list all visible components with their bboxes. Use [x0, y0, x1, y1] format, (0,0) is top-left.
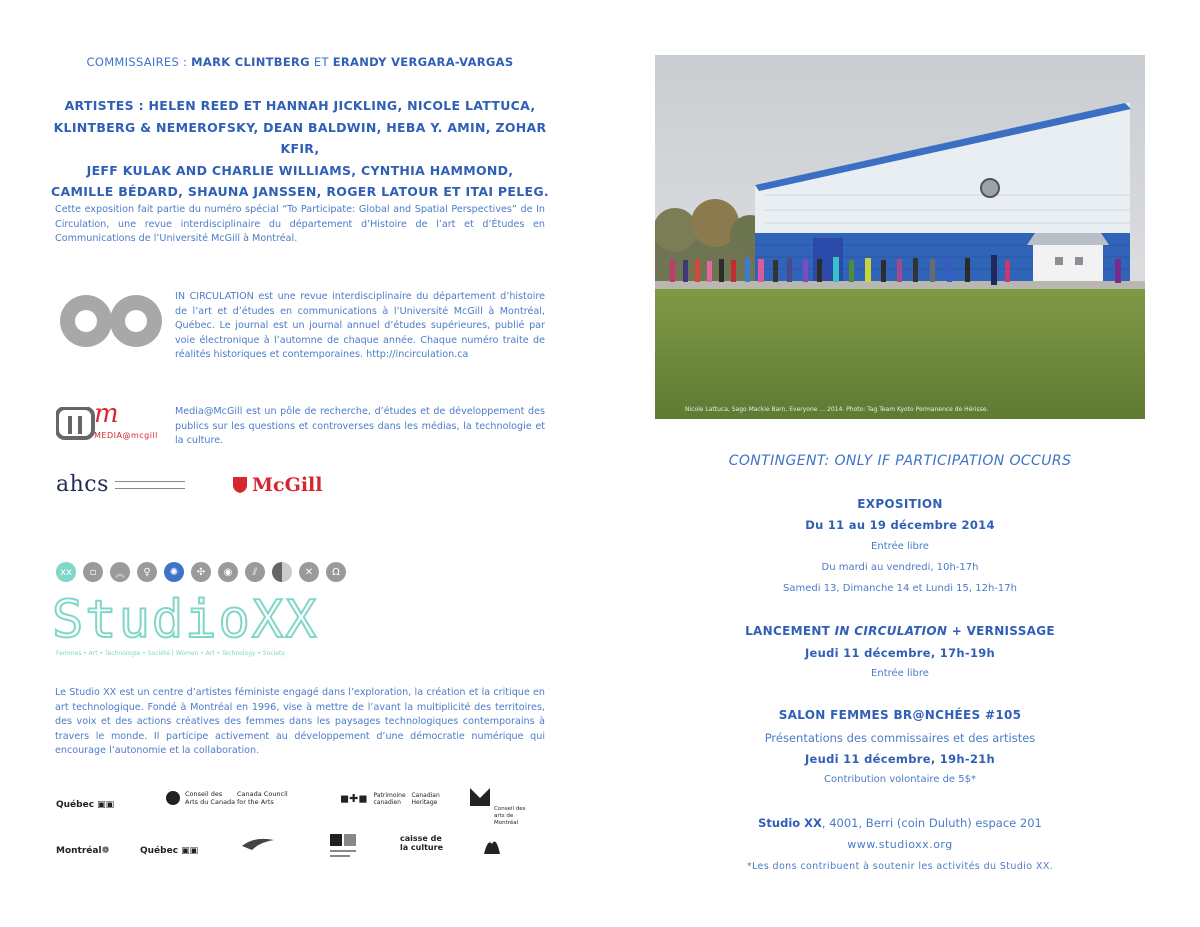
curators-line [55, 55, 545, 69]
mediamcgill-logo [56, 399, 166, 445]
ahcs-logo [56, 472, 185, 497]
exposition-entry: Entrée libre [871, 541, 929, 552]
mcgill-logo-text: McGill [252, 474, 323, 496]
incirculation-paragraph: IN CIRCULATION est une revue interdisciplinaire du département d’histoire de l’art et d’études en communications à l’Université McGill à Montréal, Québec. Le journal est un journal annuel d’études supérieures, publié par voie électronique à l’automne de chaque année. Chaque numéro traite de réalités historiques et contemporaines. http://incirculation.ca [175, 291, 545, 360]
intro-paragraph: Cette exposition fait partie du numéro spécial “To Participate: Global and Spatial Perspectives” de In Circulation, une revue interdisciplinaire du département d’Histoire de l’art et d’Études en Communications de l’Université McGill à Montréal. [55, 204, 545, 244]
artists-list [45, 95, 555, 203]
funder-figure-logo [480, 834, 502, 860]
salon-subtitle: Présentations des commissaires et des artistes [764, 731, 1036, 745]
event-photo-scene [655, 55, 1145, 419]
curators-prefix: COMMISSAIRES : [86, 55, 192, 69]
funder-cam-logo [470, 788, 532, 827]
exposition-dates: Du 11 au 19 décembre 2014 [805, 518, 995, 532]
launch-heading-c: + VERNISSAGE [947, 624, 1055, 638]
figure-circle-icon: ♀ [137, 562, 157, 582]
artists-line: CAMILLE BÉDARD, SHAUNA JANSSEN, ROGER LATOUR ET ITAI PELEG. [51, 184, 549, 199]
funder-cac-logo [165, 790, 289, 806]
mediamcgill-m-glyph: m [94, 399, 119, 429]
launch-date: Jeudi 11 décembre, 17h-19h [804, 646, 996, 660]
exposition-hours-weekday: Du mardi au vendredi, 10h-17h [821, 562, 979, 573]
mcgill-logo [232, 474, 322, 496]
salon-date: Jeudi 11 décembre, 19h-21h [804, 752, 996, 766]
funder-caisse-text: caisse de la culture [400, 834, 443, 852]
mediamcgill-paragraph: Media@McGill est un pôle de recherche, d’études et de développement des publics sur les questions et controverses dans les médias, la technologie et la culture. [175, 406, 545, 446]
launch-heading [655, 624, 1145, 638]
funder-quebec2-text: Québec [140, 846, 179, 856]
exposition-heading: EXPOSITION [857, 497, 943, 511]
figure-emblem-icon [480, 834, 502, 856]
artists-line: KLINTBERG & NEMEROFSKY, DEAN BALDWIN, HEBA Y. AMIN, ZOHAR KFIR, [53, 119, 547, 156]
address-name: Studio XX [758, 816, 822, 830]
mediamcgill-logo-text: MEDIA@mcgill [94, 431, 158, 440]
donation-footnote: *Les dons contribuent à soutenir les activités du Studio XX. [746, 861, 1054, 872]
funder-cam-text: Conseil des arts de Montréal [494, 806, 526, 826]
mcgill-shield-icon [232, 476, 248, 494]
photo-caption: Nicole Lattuca, Sago Mackie Barn, Everyone ... 2014. Photo: Tag Team Kyoto Permanence de Hérisse. [685, 406, 989, 413]
curators-joiner: ET [309, 55, 333, 69]
curator-2: ERANDY VERGARA-VARGAS [332, 55, 514, 69]
salon-heading: SALON FEMMES BR@NCHÉES #105 [778, 708, 1022, 722]
square-emblem-icon [330, 834, 356, 858]
studioxx-paragraph: Le Studio XX est un centre d’artistes féministe engagé dans l’exploration, la création et la critique en art technologique. Fondé à Montréal en 1996, vise à mettre de l’avant la multiplicité des territoires, des voix et des actions créatives des femmes dans les paysages technologiques contemporains à travers le monde. Il participe activement au développement d’une démocratie numérique qui encourage l’autonomie et la collaboration. [55, 687, 545, 756]
bird-emblem-icon [240, 834, 276, 852]
launch-heading-a: LANCEMENT [745, 624, 835, 638]
funder-cac-en: Canada Council for the Arts [237, 790, 288, 806]
website-link[interactable]: www.studioxx.org [847, 838, 953, 851]
curator-1: MARK CLINTBERG [191, 55, 310, 69]
exposition-hours-weekend: Samedi 13, Dimanche 14 et Lundi 15, 12h-17h [783, 583, 1017, 594]
square-circle-icon: ▫ [83, 562, 103, 582]
launch-entry: Entrée libre [871, 668, 929, 679]
incirculation-logo-graphic [56, 290, 166, 352]
funder-heritage-en: Canadian Heritage [411, 792, 440, 806]
artists-line: JEFF KULAK AND CHARLIE WILLIAMS, CYNTHIA HAMMOND, [86, 162, 514, 178]
half-circle-icon [272, 562, 292, 582]
funder-montreal-text: Montréal [56, 846, 102, 856]
artists-line: ARTISTES : HELEN REED ET HANNAH JICKLING, NICOLE LATTUCA, [64, 98, 536, 113]
address-line [655, 816, 1145, 830]
ahcs-logo-text: ahcs [56, 472, 109, 497]
canada-flag-icon: ◼✚◼ [340, 792, 368, 805]
omega-circle-icon: Ω [326, 562, 346, 582]
funder-quebec2-logo: Québec ▣▣ [140, 846, 199, 856]
butterfly-circle-icon: ✣ [191, 562, 211, 582]
funder-quebec-logo: Québec ▣▣ [56, 800, 115, 810]
address-rest: , 4001, Berri (coin Duluth) espace 201 [821, 816, 1042, 830]
funder-heritage-fr: Patrimoine canadien [373, 792, 406, 806]
cross-circle-icon: ✕ [299, 562, 319, 582]
salon-contribution: Contribution volontaire de 5$* [824, 774, 976, 785]
cam-emblem-icon [470, 788, 490, 806]
event-photo [655, 55, 1145, 419]
globe-circle-icon: ✺ [164, 562, 184, 582]
stripes-circle-icon: ⫽ [245, 562, 265, 582]
funder-bird-logo [240, 834, 276, 856]
studio-icon-row [56, 562, 353, 582]
funder-caisse-logo [400, 834, 448, 852]
cac-emblem-icon [165, 790, 181, 806]
studioxx-logo: StudioXX [52, 590, 319, 650]
funder-cac-fr: Conseil des Arts du Canada [185, 790, 236, 806]
mediamcgill-logo-mark [56, 407, 96, 441]
eye-circle-icon: ◉ [218, 562, 238, 582]
funder-square-logo [330, 834, 356, 862]
exhibition-title: CONTINGENT: ONLY IF PARTICIPATION OCCURS [728, 453, 1072, 469]
xx-circle-icon: xx [56, 562, 76, 582]
ahcs-logo-subtext [115, 481, 185, 489]
funder-heritage-logo [340, 792, 449, 806]
funder-montreal-logo: Montréal❁ [56, 846, 110, 856]
chevrons-circle-icon: ︽ [110, 562, 130, 582]
launch-heading-b: IN CIRCULATION [834, 624, 948, 638]
funder-quebec-text: Québec [56, 800, 95, 810]
studioxx-tagline: Femmes • Art • Technologie • Société | Women • Art • Technology • Society [56, 650, 285, 657]
incirculation-logo [56, 290, 166, 352]
